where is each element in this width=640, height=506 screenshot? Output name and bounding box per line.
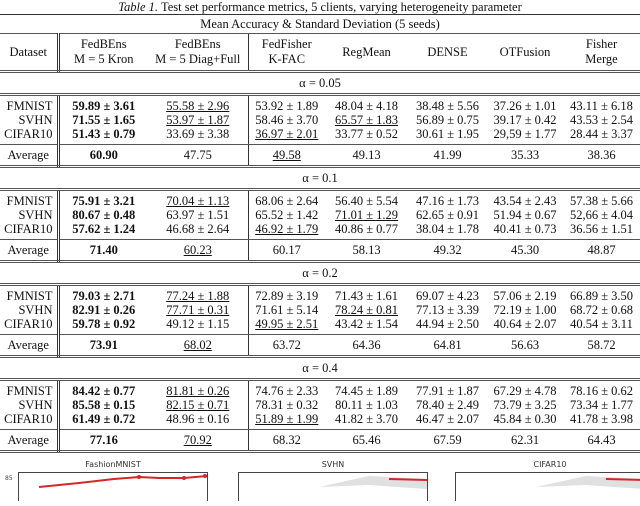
average-label: Average: [0, 240, 58, 262]
dataset-name: FMNIST: [0, 190, 58, 209]
table-cell: 72.19 ± 1.00: [493, 303, 557, 317]
table-cell: 36.97 ± 2.01: [255, 127, 319, 141]
column-header-line2: Merge: [585, 52, 618, 66]
column-header-line1: FedFisher: [261, 37, 312, 51]
table-cell: 85.58 ± 0.15: [72, 398, 136, 412]
table-cell: 77.91 ± 1.87: [415, 384, 480, 398]
table-cell: 51.43 ± 0.79: [72, 127, 136, 141]
table-cell: 78.40 ± 2.49: [415, 398, 480, 412]
table-cell: 37.26 ± 1.01: [493, 99, 557, 113]
table-cell: 70.92: [183, 432, 212, 447]
table-cell: 62.31: [510, 432, 540, 447]
group-header-row: [0, 15, 640, 34]
table-row: [0, 127, 640, 145]
table-cell: 63.97 ± 1.51: [166, 208, 230, 222]
table-cell: 47.16 ± 1.73: [415, 194, 480, 208]
table-cell: 46.68 ± 2.64: [166, 222, 230, 236]
data-point: [137, 475, 141, 479]
caption-label: Table 1.: [118, 0, 159, 14]
table-cell: 84.42 ± 0.77: [72, 384, 136, 398]
chart-title: FashionMNIST: [85, 460, 141, 469]
table-cell: 44.94 ± 2.50: [415, 317, 480, 331]
table-cell: 80.67 ± 0.48: [72, 208, 136, 222]
table-cell: 35.33: [510, 147, 540, 162]
column-header: [248, 34, 325, 72]
table-cell: 30.61 ± 1.95: [415, 127, 480, 141]
table-cell: 64.81: [433, 337, 462, 352]
table-cell: 41.78 ± 3.98: [569, 412, 634, 426]
alpha-label: α = 0.05: [0, 72, 640, 95]
table-cell: 63.72: [272, 337, 301, 352]
table-cell: 58.13: [352, 242, 381, 257]
confidence-band: [536, 476, 640, 489]
column-header-line2: M = 5 Kron: [74, 52, 134, 66]
table-cell: 48.87: [587, 242, 616, 257]
table-cell: 71.55 ± 1.65: [72, 113, 136, 127]
table-cell: 66.89 ± 3.50: [569, 289, 634, 303]
table-cell: 49.13: [352, 147, 381, 162]
table-cell: 61.49 ± 0.72: [72, 412, 136, 426]
table-cell: 59.89 ± 3.61: [72, 99, 136, 113]
table-cell: 65.52 ± 1.42: [255, 208, 319, 222]
table-cell: 65.46: [352, 432, 381, 447]
column-header-line2: M = 5 Diag+Full: [155, 52, 241, 66]
column-header-line1: OTFusion: [499, 44, 551, 59]
table-cell: 45.30: [510, 242, 540, 257]
group-header: Mean Accuracy & Standard Deviation (5 seeds): [0, 15, 640, 34]
table-caption: [0, 0, 640, 14]
dataset-name: SVHN: [0, 208, 58, 222]
table-cell: 47.75: [183, 147, 212, 162]
table-cell: 48.04 ± 4.18: [334, 99, 399, 113]
table-cell: 29,59 ± 1.77: [493, 127, 557, 141]
table-cell: 80.11 ± 1.03: [335, 398, 398, 412]
alpha-row: [0, 72, 640, 95]
column-header-line1: RegMean: [342, 44, 391, 59]
dataset-name: CIFAR10: [0, 317, 58, 335]
table-row: [0, 412, 640, 430]
table-cell: 82.15 ± 0.71: [166, 398, 230, 412]
column-header: [0, 34, 58, 72]
table-cell: 78.31 ± 0.32: [255, 398, 319, 412]
table-cell: 43.53 ± 2.54: [569, 113, 634, 127]
dataset-name: CIFAR10: [0, 127, 58, 145]
table-cell: 40.64 ± 2.07: [493, 317, 557, 331]
table-cell: 65.57 ± 1.83: [334, 113, 399, 127]
table-cell: 53.97 ± 1.87: [166, 113, 230, 127]
alpha-row: [0, 167, 640, 190]
table-cell: 57.38 ± 5.66: [569, 194, 634, 208]
table-cell: 71.43 ± 1.61: [334, 289, 399, 303]
column-header-line1: DENSE: [427, 44, 468, 59]
table-cell: 43.11 ± 6.18: [570, 99, 633, 113]
table-cell: 51.94 ± 0.67: [493, 208, 557, 222]
table-cell: 74.45 ± 1.89: [334, 384, 399, 398]
table-cell: 39.17 ± 0.42: [493, 113, 557, 127]
table-cell: 69.07 ± 4.23: [415, 289, 480, 303]
average-row: [0, 240, 640, 262]
series-line: [39, 476, 207, 487]
series-line: [606, 479, 640, 480]
column-header-line1: FedBEns: [80, 37, 127, 51]
table-row: [0, 285, 640, 304]
column-header: [148, 34, 248, 72]
data-point: [182, 476, 186, 480]
confidence-band: [319, 476, 427, 489]
series-line: [389, 479, 427, 480]
table-cell: 48.96 ± 0.16: [166, 412, 230, 426]
table-cell: 38.04 ± 1.78: [415, 222, 480, 236]
alpha-label: α = 0.2: [0, 262, 640, 285]
table-cell: 36.56 ± 1.51: [569, 222, 634, 236]
table-cell: 43.42 ± 1.54: [334, 317, 399, 331]
table-cell: 64.43: [587, 432, 616, 447]
table-cell: 77.13 ± 3.39: [415, 303, 480, 317]
table-cell: 67.59: [433, 432, 462, 447]
table-cell: 62.65 ± 0.91: [415, 208, 480, 222]
column-header-row: [0, 34, 640, 72]
table-cell: 38.48 ± 5.56: [415, 99, 480, 113]
dataset-name: SVHN: [0, 398, 58, 412]
table-cell: 78.24 ± 0.81: [334, 303, 399, 317]
table-cell: 68.06 ± 2.64: [255, 194, 319, 208]
dataset-name: FMNIST: [0, 380, 58, 399]
table-row: [0, 398, 640, 412]
alpha-row: [0, 357, 640, 380]
table-cell: 74.76 ± 2.33: [255, 384, 319, 398]
table-cell: 81.81 ± 0.26: [166, 384, 230, 398]
chart-plot-area: [455, 472, 640, 501]
table-row: [0, 303, 640, 317]
table-cell: 72.89 ± 3.19: [255, 289, 319, 303]
column-header: [487, 34, 563, 72]
table-cell: 43.54 ± 2.43: [493, 194, 557, 208]
table-cell: 73.91: [89, 337, 118, 352]
table-row: [0, 222, 640, 240]
table-cell: 56.40 ± 5.54: [334, 194, 399, 208]
table-cell: 56.63: [510, 337, 540, 352]
table-cell: 71.40: [89, 242, 118, 257]
column-header: [58, 34, 148, 72]
chart-panel: [238, 460, 428, 500]
alpha-row: [0, 262, 640, 285]
table-cell: 49.32: [433, 242, 462, 257]
table-cell: 53.92 ± 1.89: [255, 99, 319, 113]
column-header: [325, 34, 408, 72]
table-cell: 52,66 ± 4.04: [569, 208, 634, 222]
table-cell: 77.71 ± 0.31: [166, 303, 230, 317]
table-cell: 51.89 ± 1.99: [255, 412, 319, 426]
table-cell: 67.29 ± 4.78: [493, 384, 557, 398]
average-label: Average: [0, 430, 58, 452]
table-cell: 56.89 ± 0.75: [415, 113, 480, 127]
column-header-line2: K-FAC: [268, 52, 306, 66]
average-row: [0, 335, 640, 357]
table-cell: 79.03 ± 2.71: [72, 289, 136, 303]
table-cell: 58.72: [587, 337, 616, 352]
table-cell: 73.34 ± 1.77: [569, 398, 634, 412]
chart-series: [19, 473, 207, 501]
table-cell: 46.92 ± 1.79: [255, 222, 319, 236]
table-cell: 41.82 ± 3.70: [334, 412, 399, 426]
chart-series: [456, 473, 640, 501]
table-cell: 68.02: [183, 337, 212, 352]
table-cell: 75.91 ± 3.21: [72, 194, 136, 208]
table-cell: 77.24 ± 1.88: [166, 289, 230, 303]
column-header: [408, 34, 487, 72]
table-row: [0, 190, 640, 209]
y-tick-label: 85: [5, 475, 13, 482]
table-cell: 46.47 ± 2.07: [415, 412, 480, 426]
alpha-label: α = 0.1: [0, 167, 640, 190]
table-cell: 71.01 ± 1.29: [334, 208, 399, 222]
table-cell: 57.62 ± 1.24: [72, 222, 136, 236]
table-cell: 59.78 ± 0.92: [72, 317, 136, 331]
results-table: [0, 14, 640, 453]
data-point: [203, 474, 207, 478]
chart-plot-area: [5, 472, 208, 501]
caption-text: Test set performance metrics, 5 clients, varying heterogeneity parameter: [160, 0, 522, 14]
column-header-line1: FedBEns: [174, 37, 221, 51]
table-cell: 60.90: [89, 147, 118, 162]
table-cell: 28.44 ± 3.37: [569, 127, 634, 141]
table-cell: 60.17: [272, 242, 301, 257]
chart-plot-area: [238, 472, 428, 501]
dataset-name: SVHN: [0, 303, 58, 317]
column-header: [563, 34, 640, 72]
average-label: Average: [0, 335, 58, 357]
dataset-name: CIFAR10: [0, 412, 58, 430]
table-cell: 45.84 ± 0.30: [493, 412, 557, 426]
chart-panel: [5, 460, 208, 500]
table-cell: 49.95 ± 2.51: [255, 317, 319, 331]
table-row: [0, 317, 640, 335]
table-cell: 77.16: [89, 432, 118, 447]
figure-preview: [0, 460, 640, 500]
average-row: [0, 145, 640, 167]
chart-title: CIFAR10: [533, 460, 567, 469]
alpha-label: α = 0.4: [0, 357, 640, 380]
table-row: [0, 208, 640, 222]
chart-panel: [455, 460, 640, 500]
dataset-name: FMNIST: [0, 285, 58, 304]
table-cell: 57.06 ± 2.19: [493, 289, 557, 303]
average-label: Average: [0, 145, 58, 167]
table-cell: 49.12 ± 1.15: [166, 317, 230, 331]
table-cell: 68.32: [272, 432, 301, 447]
table-row: [0, 380, 640, 399]
table-cell: 60.23: [183, 242, 212, 257]
table-cell: 40.54 ± 3.11: [570, 317, 633, 331]
table-cell: 70.04 ± 1.13: [166, 194, 230, 208]
table-cell: 78.16 ± 0.62: [569, 384, 634, 398]
table-cell: 41.99: [433, 147, 462, 162]
table-cell: 49.58: [272, 147, 301, 162]
table-cell: 33.69 ± 3.38: [166, 127, 230, 141]
table-cell: 33.77 ± 0.52: [334, 127, 399, 141]
column-header-line1: Fisher: [585, 37, 618, 51]
table-cell: 58.46 ± 3.70: [255, 113, 319, 127]
chart-title: SVHN: [321, 460, 345, 469]
dataset-name: CIFAR10: [0, 222, 58, 240]
table-cell: 68.72 ± 0.68: [569, 303, 634, 317]
dataset-name: FMNIST: [0, 95, 58, 114]
chart-series: [239, 473, 427, 501]
table-cell: 40.41 ± 0.73: [493, 222, 557, 236]
table-cell: 38.36: [587, 147, 616, 162]
table-cell: 64.36: [352, 337, 381, 352]
table-cell: 73.79 ± 3.25: [493, 398, 557, 412]
dataset-name: SVHN: [0, 113, 58, 127]
table-row: [0, 113, 640, 127]
column-header-line1: Dataset: [9, 44, 47, 59]
table-cell: 55.58 ± 2.96: [166, 99, 230, 113]
table-cell: 82.91 ± 0.26: [72, 303, 136, 317]
table-cell: 40.86 ± 0.77: [334, 222, 399, 236]
table-row: [0, 95, 640, 114]
table-cell: 71.61 ± 5.14: [255, 303, 319, 317]
average-row: [0, 430, 640, 452]
